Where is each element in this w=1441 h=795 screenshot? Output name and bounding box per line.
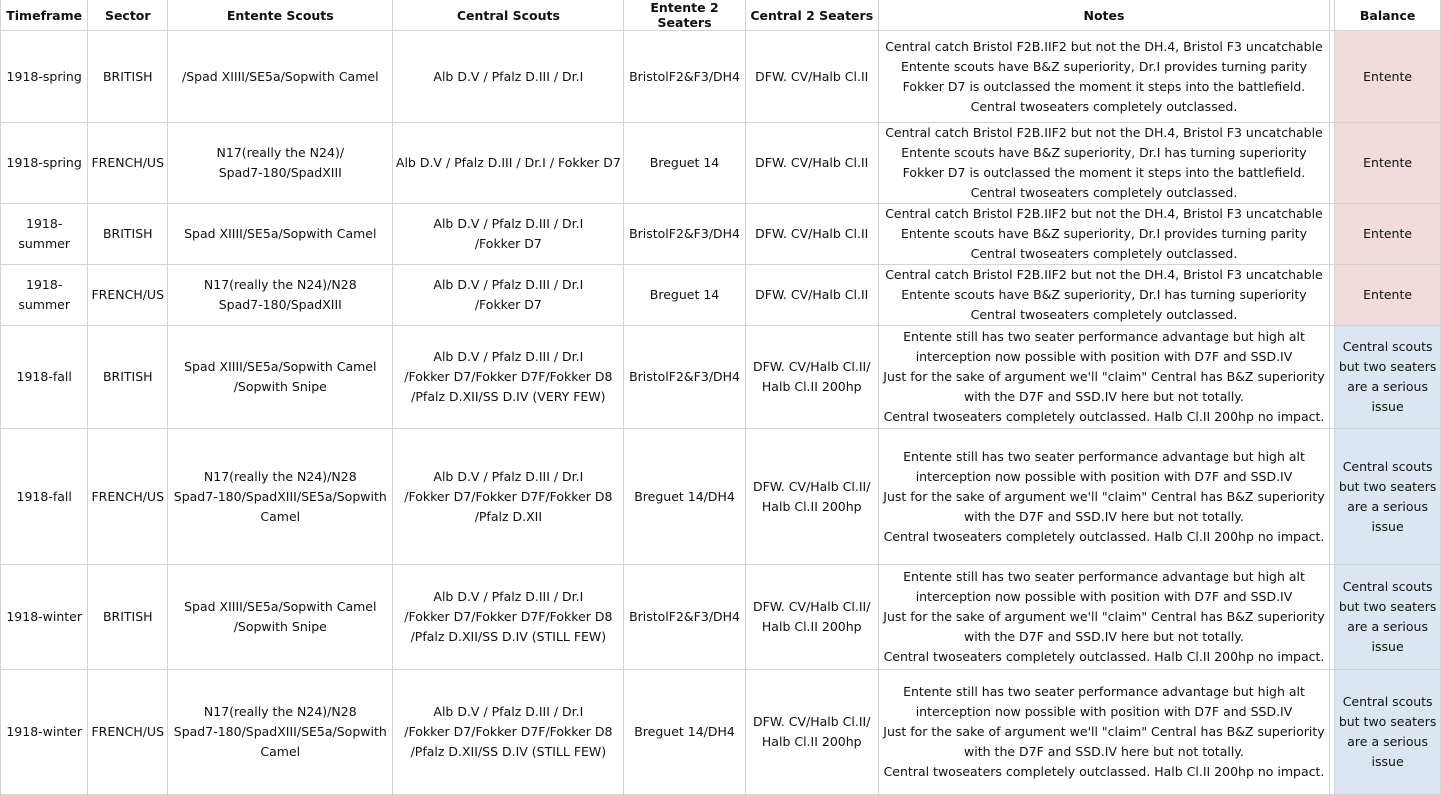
- table-row: [1, 204, 1441, 265]
- table-row: [1, 670, 1441, 795]
- cell-notes-line: Central catch Bristol F2B.IIF2 but not the DH.4, Bristol F3 uncatchable: [885, 267, 1323, 282]
- cell-notes-line: Entente scouts have B&Z superiority, Dr.I has turning superiority: [901, 287, 1307, 302]
- cell-notes-line: with the D7F and SSD.IV here but not totally.: [964, 744, 1244, 759]
- cell-entente-2-seaters: [624, 429, 745, 565]
- cell-central-scouts-line: /Pfalz D.XII: [474, 508, 543, 524]
- cell-central-scouts-line: /Pfalz D.XII/SS D.IV (STILL FEW): [410, 629, 607, 644]
- header-row: [1, 0, 1441, 31]
- cell-notes-line: Central catch Bristol F2B.IIF2 but not the DH.4, Bristol F3 uncatchable: [885, 125, 1323, 140]
- cell-balance-line: issue: [1371, 518, 1404, 534]
- cell-entente-scouts: [168, 670, 393, 795]
- cell-entente-2-seaters-line: BristolF2&F3/DH4: [629, 609, 741, 624]
- cell-balance-line: Central scouts: [1342, 339, 1433, 354]
- cell-entente-scouts-line: Spad7-180/SpadXIII/SE5a/Sopwith: [173, 488, 387, 504]
- cell-notes-line: Just for the sake of argument we'll "claim" Central has B&Z superiority: [883, 488, 1325, 504]
- cell-notes-line: Entente scouts have B&Z superiority, Dr.I provides turning parity: [900, 58, 1308, 74]
- cell-notes-line: Entente scouts have B&Z superiority, Dr.I has turning superiority: [901, 145, 1307, 160]
- cell-entente-scouts: [168, 565, 393, 670]
- cell-timeframe: 1918-summer: [1, 265, 88, 326]
- cell-entente-scouts-line: N17(really the N24)/: [216, 145, 345, 160]
- cell-entente-scouts: [168, 31, 393, 123]
- cell-sector: BRITISH: [88, 31, 168, 123]
- cell-entente-scouts-line: Spad7-180/SpadXIII: [218, 165, 342, 180]
- cell-central-scouts-line: Alb D.V / Pfalz D.III / Dr.I: [433, 68, 584, 84]
- cell-entente-scouts-line: /Sopwith Snipe: [233, 379, 327, 394]
- cell-notes-line: Central twoseaters completely outclassed.: [970, 98, 1238, 114]
- cell-notes-line: Just for the sake of argument we'll "claim" Central has B&Z superiority: [883, 369, 1325, 384]
- cell-central-2-seaters: [745, 326, 878, 429]
- cell-central-2-seaters: [745, 265, 878, 326]
- header-sector: Sector: [88, 0, 168, 31]
- cell-timeframe: 1918-spring: [1, 123, 88, 204]
- cell-entente-2-seaters: [624, 565, 745, 670]
- cell-notes: [878, 265, 1330, 326]
- cell-balance-line: issue: [1371, 639, 1404, 654]
- cell-central-scouts: [393, 204, 624, 265]
- cell-timeframe: 1918-winter: [1, 670, 88, 795]
- cell-entente-2-seaters: [624, 265, 745, 326]
- cell-central-scouts: [393, 565, 624, 670]
- cell-sector: FRENCH/US: [88, 265, 168, 326]
- cell-notes-line: Fokker D7 is outclassed the moment it steps into the battlefield.: [902, 78, 1306, 94]
- cell-notes-line: Just for the sake of argument we'll "claim" Central has B&Z superiority: [883, 609, 1325, 624]
- cell-central-scouts: [393, 31, 624, 123]
- cell-timeframe: 1918-winter: [1, 565, 88, 670]
- cell-central-scouts-line: /Fokker D7/Fokker D7F/Fokker D8: [404, 488, 613, 504]
- cell-entente-scouts-line: Camel: [260, 508, 301, 524]
- cell-sector: BRITISH: [88, 204, 168, 265]
- cell-entente-scouts-line: N17(really the N24)/N28: [203, 704, 357, 719]
- cell-balance-line: but two seaters: [1338, 359, 1437, 374]
- cell-notes-line: Fokker D7 is outclassed the moment it steps into the battlefield.: [902, 165, 1306, 180]
- cell-notes-line: interception now possible with position with D7F and SSD.IV: [915, 468, 1293, 484]
- cell-notes-line: Central twoseaters completely outclassed.: [970, 307, 1238, 322]
- cell-entente-2-seaters: [624, 31, 745, 123]
- cell-entente-scouts-line: Camel: [260, 744, 301, 759]
- cell-notes-line: Central catch Bristol F2B.IIF2 but not the DH.4, Bristol F3 uncatchable: [885, 38, 1323, 54]
- cell-central-2-seaters-line: DFW. CV/Halb Cl.II/: [753, 359, 871, 374]
- cell-central-2-seaters: [745, 565, 878, 670]
- cell-notes-line: interception now possible with position with D7F and SSD.IV: [915, 704, 1293, 719]
- table-row: [1, 565, 1441, 670]
- header-central-scouts: Central Scouts: [393, 0, 624, 31]
- cell-entente-scouts: [168, 326, 393, 429]
- cell-balance-line: issue: [1371, 399, 1404, 414]
- cell-central-2-seaters: [745, 31, 878, 123]
- cell-entente-scouts-line: N17(really the N24)/N28: [203, 277, 357, 292]
- cell-central-2-seaters-line: DFW. CV/Halb Cl.II/: [753, 599, 871, 614]
- cell-central-scouts-line: Alb D.V / Pfalz D.III / Dr.I: [433, 589, 584, 604]
- cell-balance: [1335, 670, 1441, 795]
- cell-notes-line: with the D7F and SSD.IV here but not totally.: [964, 629, 1244, 644]
- cell-notes: [878, 670, 1330, 795]
- cell-central-2-seaters-line: Halb Cl.II 200hp: [761, 619, 862, 634]
- cell-central-scouts: [393, 265, 624, 326]
- cell-notes-line: Central twoseaters completely outclassed. Halb Cl.II 200hp no impact.: [883, 764, 1325, 779]
- cell-balance-line: Entente: [1363, 287, 1413, 302]
- cell-balance-line: but two seaters: [1338, 599, 1437, 614]
- cell-entente-2-seaters: [624, 204, 745, 265]
- cell-central-scouts-line: /Fokker D7: [474, 297, 542, 312]
- cell-balance: [1335, 326, 1441, 429]
- cell-central-2-seaters-line: Halb Cl.II 200hp: [761, 734, 862, 749]
- cell-entente-2-seaters-line: Breguet 14: [649, 155, 720, 170]
- cell-central-scouts-line: Alb D.V / Pfalz D.III / Dr.I: [433, 216, 584, 231]
- cell-central-scouts-line: /Fokker D7/Fokker D7F/Fokker D8: [404, 369, 613, 384]
- header-entente-scouts: Entente Scouts: [168, 0, 393, 31]
- cell-balance-line: are a serious: [1347, 498, 1428, 514]
- cell-entente-2-seaters: [624, 326, 745, 429]
- cell-central-scouts-line: /Pfalz D.XII/SS D.IV (STILL FEW): [410, 744, 607, 759]
- cell-balance-line: Entente: [1363, 226, 1413, 241]
- cell-central-2-seaters-line: DFW. CV/Halb Cl.II/: [753, 478, 871, 494]
- cell-notes: [878, 429, 1330, 565]
- cell-entente-2-seaters-line: Breguet 14/DH4: [634, 488, 735, 504]
- cell-balance-line: Central scouts: [1342, 694, 1433, 709]
- cell-central-scouts-line: /Pfalz D.XII/SS D.IV (VERY FEW): [411, 389, 606, 404]
- cell-entente-scouts-line: Spad XIIII/SE5a/Sopwith Camel: [184, 226, 377, 241]
- cell-timeframe: 1918-fall: [1, 326, 88, 429]
- cell-balance-line: Entente: [1363, 155, 1413, 170]
- cell-sector: FRENCH/US: [88, 670, 168, 795]
- cell-entente-scouts-line: Spad7-180/SpadXIII/SE5a/Sopwith: [173, 724, 387, 739]
- cell-entente-scouts-line: /Sopwith Snipe: [233, 619, 327, 634]
- cell-notes: [878, 326, 1330, 429]
- table-row: [1, 265, 1441, 326]
- cell-central-2-seaters: [745, 204, 878, 265]
- cell-central-scouts-line: Alb D.V / Pfalz D.III / Dr.I: [433, 349, 584, 364]
- cell-notes-line: Just for the sake of argument we'll "claim" Central has B&Z superiority: [883, 724, 1325, 739]
- table-row: [1, 429, 1441, 565]
- cell-balance: [1335, 429, 1441, 565]
- cell-balance-line: Entente: [1363, 68, 1413, 84]
- cell-notes-line: Central twoseaters completely outclassed.: [970, 185, 1238, 200]
- cell-notes-line: Entente still has two seater performance advantage but high alt: [903, 569, 1305, 584]
- cell-entente-scouts: [168, 429, 393, 565]
- cell-balance-line: Central scouts: [1342, 579, 1433, 594]
- cell-notes-line: Central twoseaters completely outclassed. Halb Cl.II 200hp no impact.: [883, 528, 1325, 544]
- cell-balance-line: but two seaters: [1338, 714, 1437, 729]
- cell-central-2-seaters: [745, 429, 878, 565]
- cell-notes: [878, 204, 1330, 265]
- cell-entente-2-seaters-line: BristolF2&F3/DH4: [629, 369, 741, 384]
- cell-central-scouts-line: Alb D.V / Pfalz D.III / Dr.I: [433, 277, 584, 292]
- cell-entente-2-seaters: [624, 123, 745, 204]
- cell-central-2-seaters-line: DFW. CV/Halb Cl.II: [755, 68, 869, 84]
- cell-central-2-seaters-line: DFW. CV/Halb Cl.II/: [753, 714, 871, 729]
- cell-central-scouts-line: /Fokker D7/Fokker D7F/Fokker D8: [404, 609, 613, 624]
- cell-entente-scouts: [168, 265, 393, 326]
- cell-balance-line: are a serious: [1347, 379, 1428, 394]
- cell-entente-scouts-line: /Spad XIIII/SE5a/Sopwith Camel: [181, 68, 379, 84]
- table-row: [1, 326, 1441, 429]
- cell-balance: [1335, 565, 1441, 670]
- cell-notes-line: Entente still has two seater performance advantage but high alt: [903, 448, 1305, 464]
- header-central-2-seaters: Central 2 Seaters: [745, 0, 878, 31]
- header-balance: Balance: [1335, 0, 1441, 31]
- table-row: [1, 31, 1441, 123]
- cell-notes-line: interception now possible with position with D7F and SSD.IV: [915, 349, 1293, 364]
- cell-notes-line: interception now possible with position with D7F and SSD.IV: [915, 589, 1293, 604]
- cell-timeframe: 1918-spring: [1, 31, 88, 123]
- cell-notes-line: Central catch Bristol F2B.IIF2 but not the DH.4, Bristol F3 uncatchable: [885, 206, 1323, 221]
- cell-sector: FRENCH/US: [88, 429, 168, 565]
- cell-notes-line: Entente scouts have B&Z superiority, Dr.I provides turning parity: [900, 226, 1308, 241]
- cell-entente-2-seaters-line: BristolF2&F3/DH4: [629, 68, 741, 84]
- table-row: [1, 123, 1441, 204]
- cell-balance-line: but two seaters: [1338, 478, 1437, 494]
- cell-notes-line: Central twoseaters completely outclassed. Halb Cl.II 200hp no impact.: [883, 409, 1325, 424]
- header-entente-2-seaters: Entente 2 Seaters: [624, 0, 745, 31]
- cell-notes-line: Central twoseaters completely outclassed.: [970, 246, 1238, 261]
- cell-entente-scouts: [168, 123, 393, 204]
- cell-central-2-seaters: [745, 123, 878, 204]
- cell-notes: [878, 31, 1330, 123]
- cell-central-scouts-line: Alb D.V / Pfalz D.III / Dr.I: [433, 468, 584, 484]
- cell-notes-line: with the D7F and SSD.IV here but not totally.: [964, 508, 1244, 524]
- cell-entente-2-seaters-line: Breguet 14/DH4: [634, 724, 735, 739]
- cell-notes: [878, 123, 1330, 204]
- cell-notes-line: Entente still has two seater performance advantage but high alt: [903, 329, 1305, 344]
- cell-central-scouts-line: /Fokker D7: [474, 236, 542, 251]
- cell-balance-line: issue: [1371, 754, 1404, 769]
- cell-central-scouts-line: /Fokker D7/Fokker D7F/Fokker D8: [404, 724, 613, 739]
- cell-balance-line: are a serious: [1347, 734, 1428, 749]
- cell-central-scouts: [393, 429, 624, 565]
- cell-sector: BRITISH: [88, 565, 168, 670]
- cell-central-scouts: [393, 326, 624, 429]
- header-timeframe: Timeframe: [1, 0, 88, 31]
- cell-central-scouts-line: Alb D.V / Pfalz D.III / Dr.I: [433, 704, 584, 719]
- cell-entente-scouts-line: N17(really the N24)/N28: [203, 468, 357, 484]
- cell-sector: FRENCH/US: [88, 123, 168, 204]
- cell-sector: BRITISH: [88, 326, 168, 429]
- cell-entente-2-seaters: [624, 670, 745, 795]
- cell-entente-scouts-line: Spad XIIII/SE5a/Sopwith Camel: [184, 359, 377, 374]
- cell-entente-2-seaters-line: Breguet 14: [649, 287, 720, 302]
- cell-central-scouts-line: Alb D.V / Pfalz D.III / Dr.I / Fokker D7: [395, 155, 621, 170]
- cell-notes: [878, 565, 1330, 670]
- cell-central-2-seaters: [745, 670, 878, 795]
- cell-balance: [1335, 31, 1441, 123]
- header-notes: Notes: [878, 0, 1330, 31]
- cell-entente-scouts-line: Spad XIIII/SE5a/Sopwith Camel: [184, 599, 377, 614]
- cell-balance-line: are a serious: [1347, 619, 1428, 634]
- cell-central-2-seaters-line: DFW. CV/Halb Cl.II: [755, 155, 869, 170]
- cell-central-2-seaters-line: Halb Cl.II 200hp: [761, 498, 862, 514]
- cell-balance-line: Central scouts: [1342, 458, 1433, 474]
- cell-entente-scouts: [168, 204, 393, 265]
- cell-central-scouts: [393, 670, 624, 795]
- cell-timeframe: 1918-fall: [1, 429, 88, 565]
- cell-central-2-seaters-line: DFW. CV/Halb Cl.II: [755, 287, 869, 302]
- cell-balance: [1335, 123, 1441, 204]
- cell-notes-line: with the D7F and SSD.IV here but not totally.: [964, 389, 1244, 404]
- cell-notes-line: Entente still has two seater performance advantage but high alt: [903, 684, 1305, 699]
- cell-central-2-seaters-line: DFW. CV/Halb Cl.II: [755, 226, 869, 241]
- cell-balance: [1335, 204, 1441, 265]
- cell-central-scouts: [393, 123, 624, 204]
- cell-timeframe: 1918-summer: [1, 204, 88, 265]
- cell-notes-line: Central twoseaters completely outclassed. Halb Cl.II 200hp no impact.: [883, 649, 1325, 664]
- cell-entente-scouts-line: Spad7-180/SpadXIII: [218, 297, 342, 312]
- cell-entente-2-seaters-line: BristolF2&F3/DH4: [629, 226, 741, 241]
- cell-balance: [1335, 265, 1441, 326]
- cell-central-2-seaters-line: Halb Cl.II 200hp: [761, 379, 862, 394]
